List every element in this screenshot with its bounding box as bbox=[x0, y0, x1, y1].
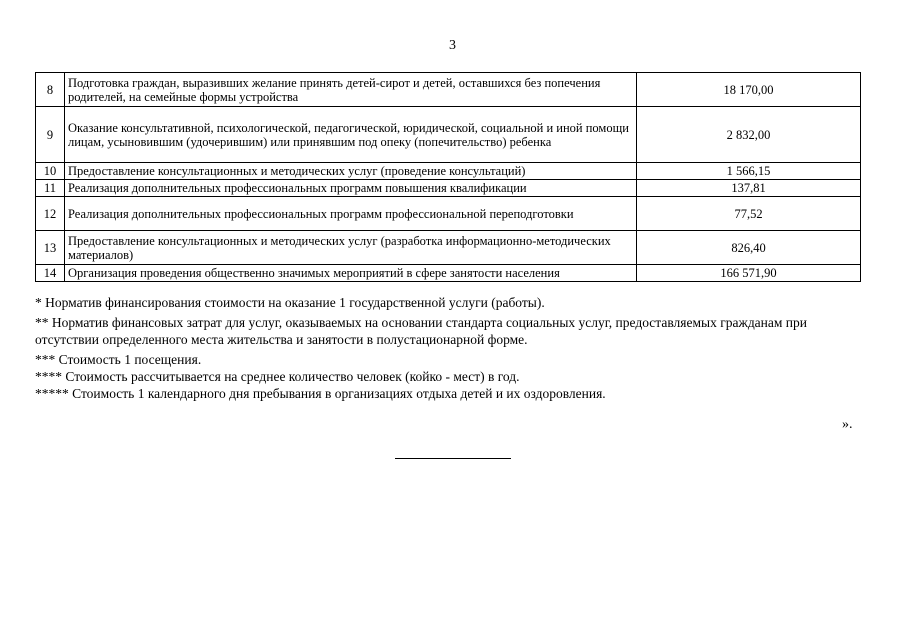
service-description: Организация проведения общественно значимых мероприятий в сфере занятости населения bbox=[65, 265, 637, 282]
row-number: 9 bbox=[36, 107, 65, 163]
cost-value: 18 170,00 bbox=[637, 73, 861, 107]
cost-standards-table bbox=[35, 72, 861, 282]
row-number: 8 bbox=[36, 73, 65, 107]
closing-quote: ». bbox=[842, 417, 853, 432]
page-number: 3 bbox=[449, 38, 456, 53]
table-row bbox=[36, 107, 861, 163]
service-description: Реализация дополнительных профессиональных программ повышения квалификации bbox=[65, 180, 637, 197]
service-description: Предоставление консультационных и методических услуг (разработка информационно-методических материалов) bbox=[65, 231, 637, 265]
footnotes bbox=[35, 294, 865, 402]
cost-value: 137,81 bbox=[637, 180, 861, 197]
service-description: Реализация дополнительных профессиональных программ профессиональной переподготовки bbox=[65, 197, 637, 231]
footnote: *** Стоимость 1 посещения. bbox=[35, 352, 202, 367]
table-row bbox=[36, 265, 861, 282]
row-number: 13 bbox=[36, 231, 65, 265]
table-row bbox=[36, 197, 861, 231]
table-row bbox=[36, 231, 861, 265]
row-number: 11 bbox=[36, 180, 65, 197]
cost-value: 2 832,00 bbox=[637, 107, 861, 163]
cost-value: 77,52 bbox=[637, 197, 861, 231]
cost-value: 826,40 bbox=[637, 231, 861, 265]
row-number: 10 bbox=[36, 163, 65, 180]
table-row bbox=[36, 73, 861, 107]
footnote: * Норматив финансирования стоимости на оказание 1 государственной услуги (работы). bbox=[35, 295, 545, 310]
row-number: 14 bbox=[36, 265, 65, 282]
footnote: **** Стоимость рассчитывается на среднее количество человек (койко - мест) в год. bbox=[35, 369, 520, 384]
table-row bbox=[36, 180, 861, 197]
cost-value: 166 571,90 bbox=[637, 265, 861, 282]
end-divider bbox=[395, 458, 511, 459]
cost-value: 1 566,15 bbox=[637, 163, 861, 180]
service-description: Предоставление консультационных и методических услуг (проведение консультаций) bbox=[65, 163, 637, 180]
service-description: Оказание консультативной, психологической, педагогической, юридической, социальной и иной помощи лицам, усыновившим (удочерившим) или принявшим под опеку (попечительство) ребенка bbox=[65, 107, 637, 163]
table-row bbox=[36, 163, 861, 180]
footnote: ** Норматив финансовых затрат для услуг, оказываемых на основании стандарта социальных услуг, предоставляемых гражданам при отсутствии определенного места жительства и занятости в полустационарной форме. bbox=[35, 315, 808, 347]
service-description: Подготовка граждан, выразивших желание принять детей-сирот и детей, оставшихся без попечения родителей, на семейные формы устройства bbox=[65, 73, 637, 107]
footnote: ***** Стоимость 1 календарного дня пребывания в организациях отдыха детей и их оздоровления. bbox=[35, 386, 606, 401]
row-number: 12 bbox=[36, 197, 65, 231]
